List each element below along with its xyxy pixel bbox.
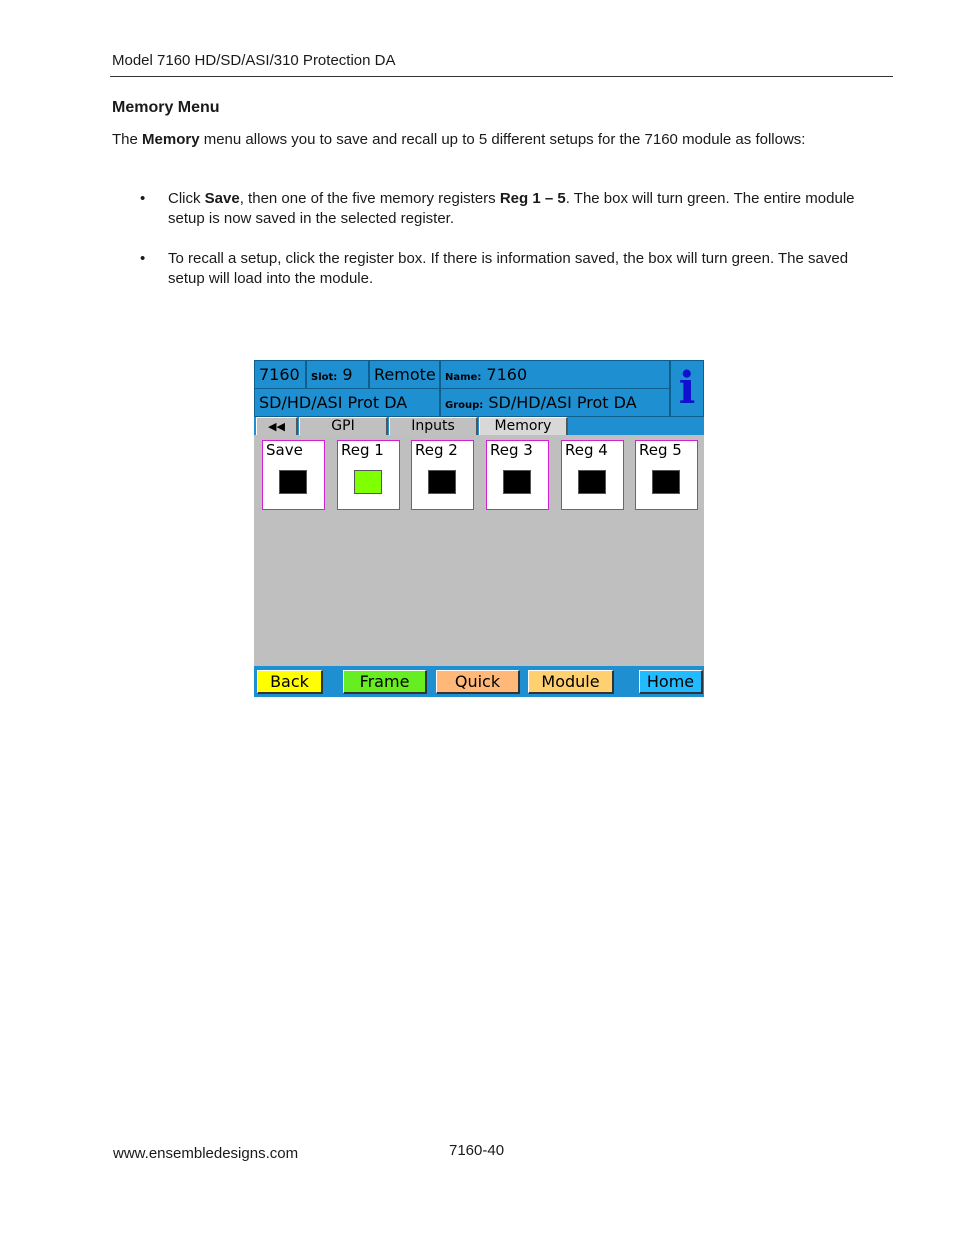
slot-label: Slot: — [311, 372, 338, 383]
register-4[interactable] — [561, 440, 624, 510]
register-indicator[interactable] — [578, 470, 606, 494]
group-field[interactable] — [440, 388, 670, 417]
intro-paragraph — [112, 129, 812, 150]
register-3[interactable] — [486, 440, 549, 510]
group-label: Group: — [445, 400, 484, 411]
bullet-text-part: , then one of the five memory registers — [239, 190, 500, 207]
name-label: Name: — [445, 372, 482, 383]
save-register[interactable] — [262, 440, 325, 510]
info-icon: i — [678, 363, 696, 414]
page-number: 7160-40 — [449, 1142, 505, 1159]
tab-memory[interactable]: Memory — [479, 417, 568, 435]
intro-text-post: menu allows you to save and recall up to 5 different setups for the 7160 module as follows: — [199, 131, 806, 148]
bullet-bold-save: Save — [204, 190, 240, 207]
intro-text-pre: The — [112, 131, 143, 148]
register-label: Reg 5 — [639, 441, 682, 459]
footer-url: www.ensembledesigns.com — [113, 1145, 299, 1162]
register-label: Reg 1 — [341, 441, 384, 459]
bullet-dot: • — [140, 250, 146, 267]
tab-inputs[interactable]: Inputs — [389, 417, 478, 435]
module-type-field: SD/HD/ASI Prot DA — [254, 388, 440, 417]
frame-button[interactable]: Frame — [343, 670, 427, 694]
mode-field: Remote — [369, 360, 440, 389]
bullet-text-part: . The box will turn green. The entire module setup is now saved in the selected register. — [168, 190, 855, 227]
bullet-save-text — [168, 189, 858, 229]
name-field[interactable] — [440, 360, 670, 389]
register-indicator[interactable] — [503, 470, 531, 494]
register-1[interactable] — [337, 440, 400, 510]
register-indicator[interactable] — [428, 470, 456, 494]
model-field: 7160 — [254, 360, 306, 389]
register-indicator[interactable] — [652, 470, 680, 494]
register-indicator[interactable] — [354, 470, 382, 494]
register-5[interactable] — [635, 440, 698, 510]
register-label: Reg 2 — [415, 441, 458, 459]
slot-value: 9 — [342, 365, 353, 384]
document-header: Model 7160 HD/SD/ASI/310 Protection DA — [112, 52, 396, 69]
quick-button[interactable]: Quick — [436, 670, 520, 694]
tab-gpi[interactable]: GPI — [299, 417, 388, 435]
slot-field — [306, 360, 369, 389]
info-button[interactable] — [670, 360, 704, 417]
register-label: Save — [266, 441, 303, 459]
bullet-bold-reg: Reg 1 – 5 — [499, 190, 566, 207]
tab-scroll-left-button[interactable] — [256, 417, 298, 435]
double-left-arrow-icon: ◀◀ — [268, 420, 285, 433]
back-button[interactable]: Back — [257, 670, 323, 694]
bullet-text-part: Click — [168, 190, 205, 207]
bullet-dot: • — [140, 190, 146, 207]
register-label: Reg 4 — [565, 441, 608, 459]
bottom-nav-bar — [254, 666, 704, 697]
screen-header — [254, 360, 704, 417]
register-indicator[interactable] — [279, 470, 307, 494]
module-button[interactable]: Module — [528, 670, 614, 694]
intro-bold: Memory — [142, 131, 200, 148]
section-title: Memory Menu — [112, 99, 220, 116]
group-value: SD/HD/ASI Prot DA — [488, 393, 637, 412]
register-2[interactable] — [411, 440, 474, 510]
tab-bar — [254, 417, 704, 435]
memory-menu-screen — [254, 360, 704, 697]
bullet-recall-text: To recall a setup, click the register box. If there is information saved, the box will turn green. The saved setup will load into the module. — [168, 250, 849, 287]
header-rule — [110, 76, 893, 77]
name-value: 7160 — [486, 365, 528, 384]
register-label: Reg 3 — [490, 441, 533, 459]
home-button[interactable]: Home — [639, 670, 703, 694]
